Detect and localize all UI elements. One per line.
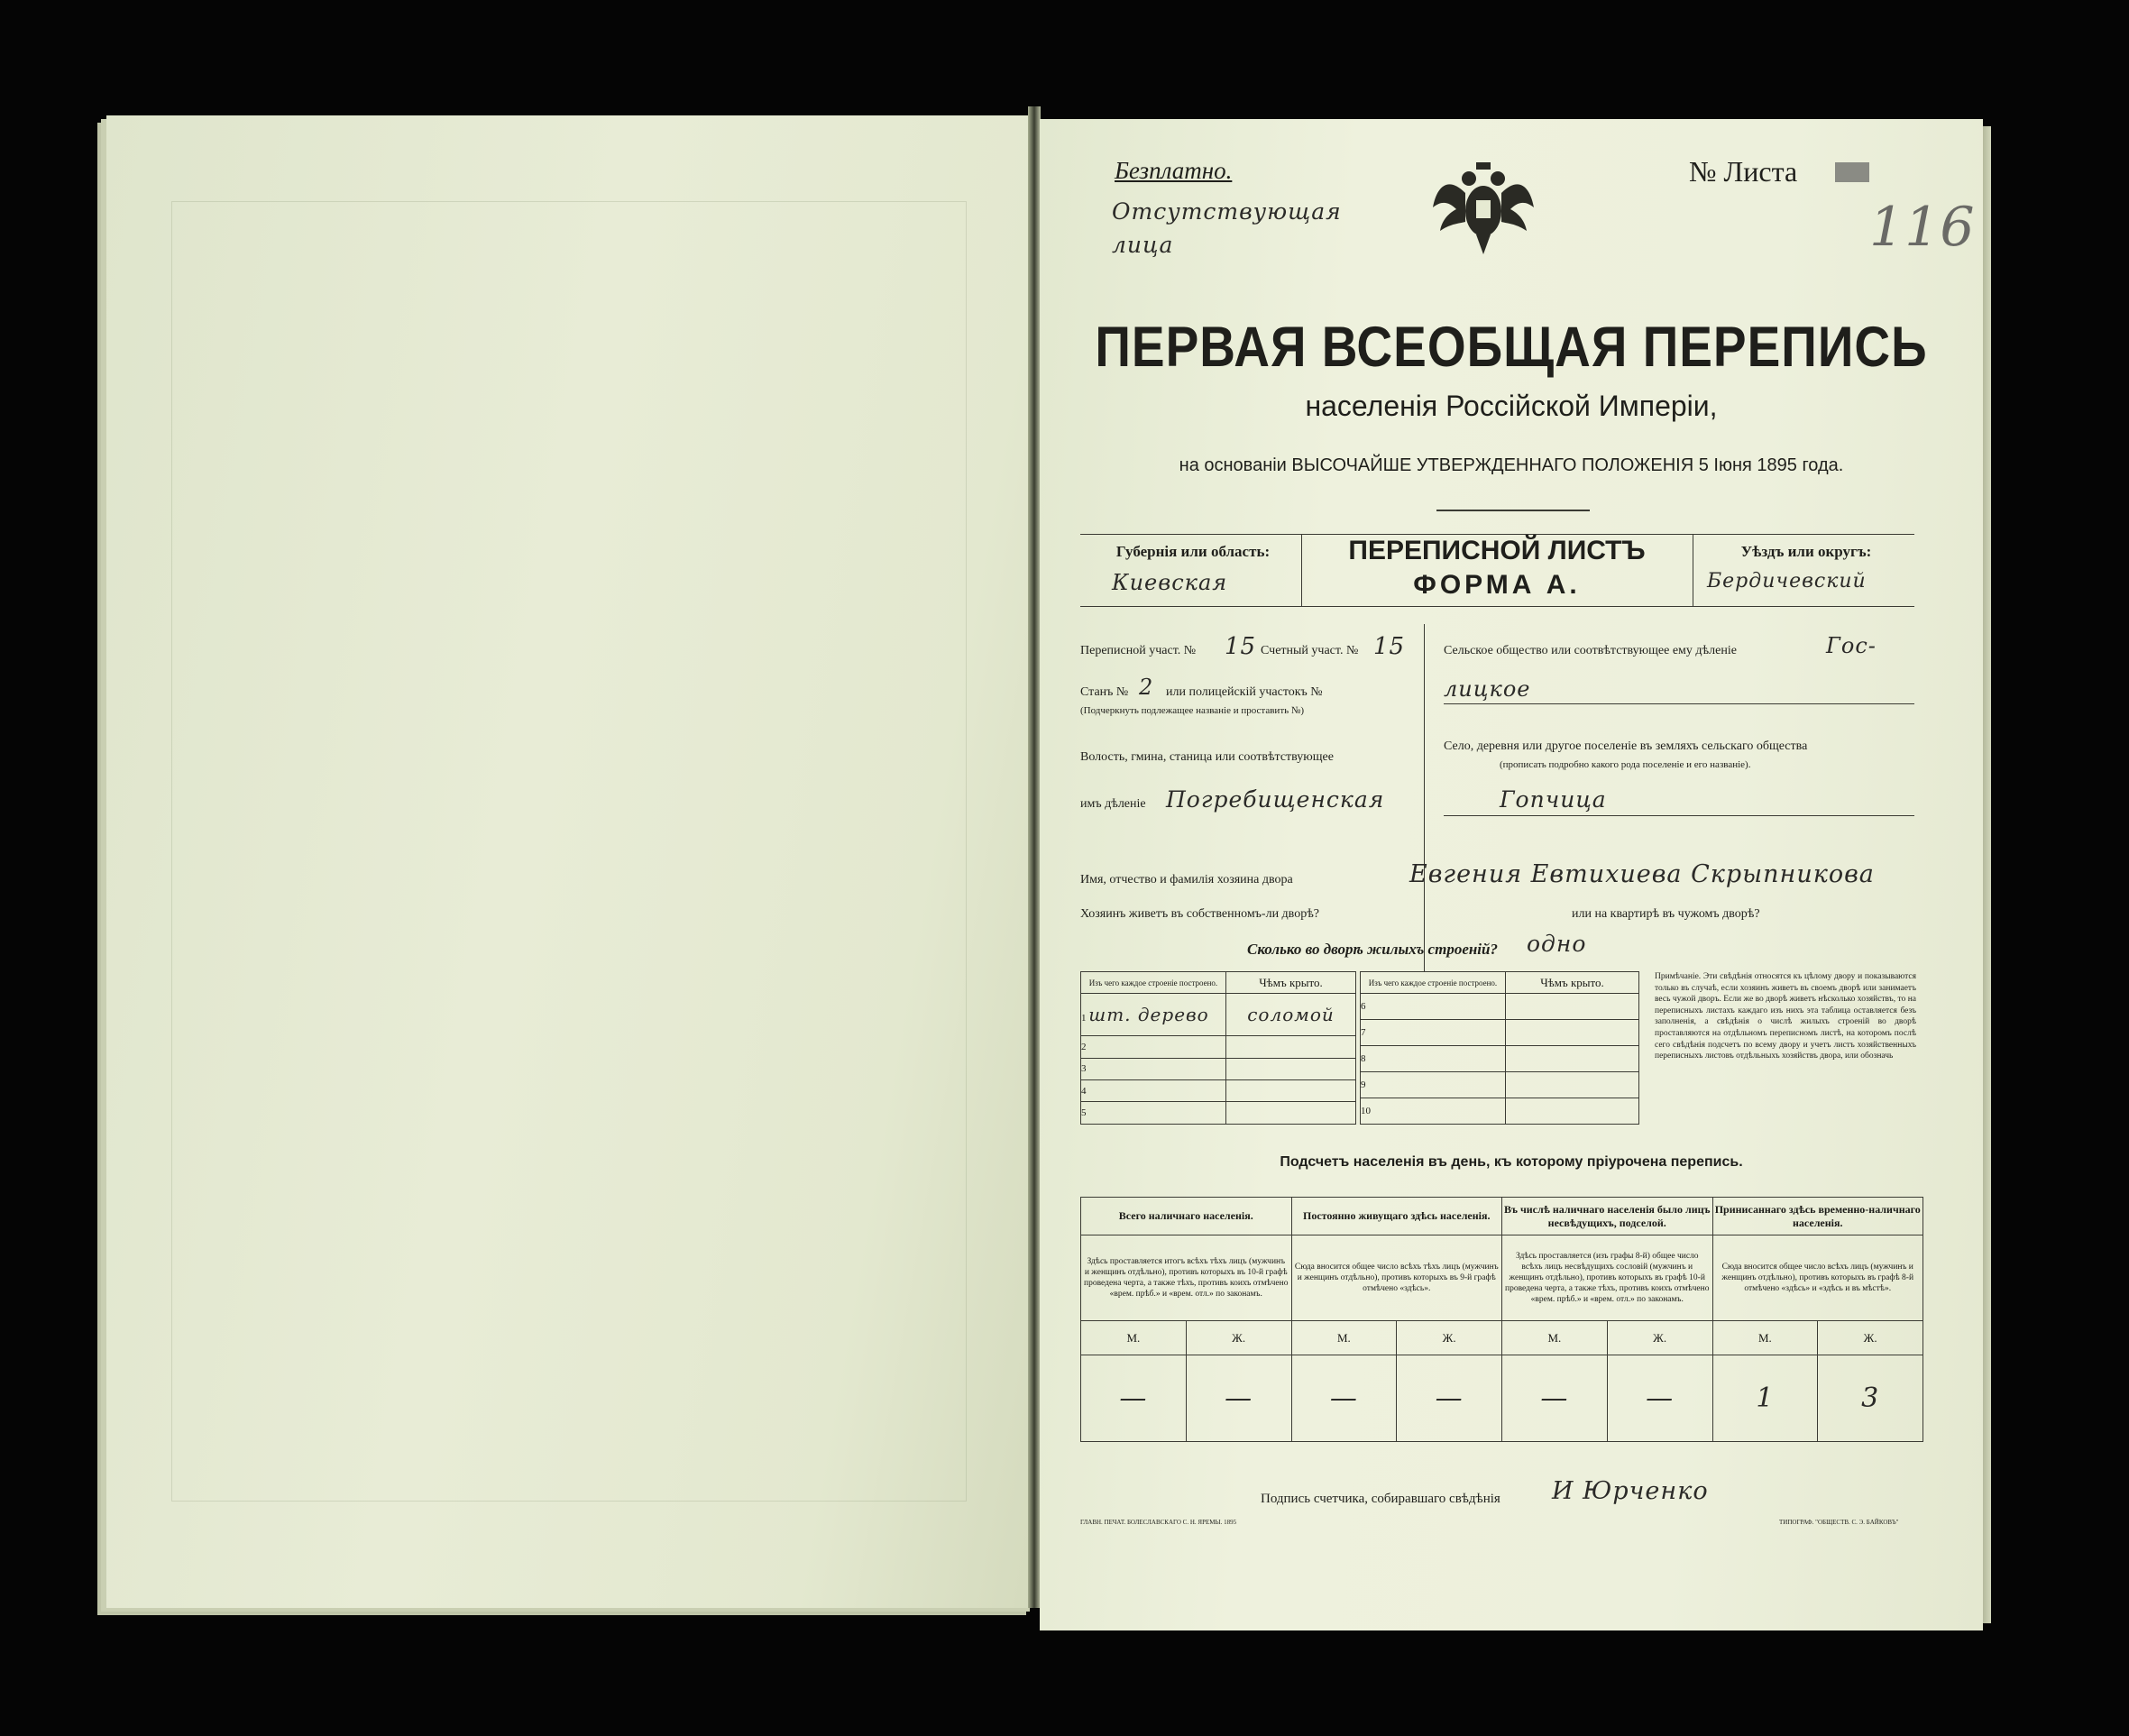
volost-label-line2: имъ дѣленіе [1080,797,1146,811]
col-male: М. [1291,1321,1397,1355]
summary-desc-temporary: Сюда вносится общее число всѣхъ лицъ (мужчинъ и женщинъ отдѣльно), противъ которыхъ въ графѣ 8-й отмѣчено «здѣсь» и «здѣсь и въ мѣстѣ». [1712,1235,1923,1321]
value-unresident-female: — [1607,1355,1712,1442]
row-number: 4 [1081,1080,1226,1102]
census-section-label: Переписной участ. № [1080,644,1197,657]
summary-header-total: Всего наличнаго населенія. [1081,1198,1292,1235]
village-label: Село, деревня или другое поселеніе въ земляхъ сельскаго общества [1444,739,1808,753]
value-permanent-female: — [1397,1355,1502,1442]
census-section-handwritten: 15 [1225,633,1257,660]
stan-label: Станъ № [1080,685,1129,699]
buildings-col-roof: Чѣмъ крыто. [1506,972,1639,994]
summary-desc-permanent: Сюда вносится общее число всѣхъ тѣхъ лицъ (мужчинъ и женщинъ отдѣльно), противъ которыхъ въ 9-й графѣ отмѣчено «здѣсь». [1291,1235,1502,1321]
signature-label: Подпись счетчика, собиравшаго свѣдѣнія [1261,1492,1500,1506]
fields-center-divider [1424,624,1425,971]
value-temporary-female: 3 [1818,1355,1923,1442]
stan-handwritten: 2 [1139,675,1154,700]
signature-handwritten: И Юрченко [1552,1477,1709,1505]
row-number: 8 [1361,1046,1506,1072]
village-handwritten: Гопчица [1500,786,1607,813]
sheet-number-blot [1835,162,1869,182]
left-blank-page [106,115,1035,1608]
province-label: Губернія или область: [1115,543,1271,560]
society-handwritten-1: Гос- [1826,633,1877,658]
value-total-male: — [1081,1355,1187,1442]
count-section-label: Счетный участ. № [1261,644,1359,657]
society-label: Сельское общество или соотвѣтствующее ему дѣленіе [1444,644,1737,657]
row-number: 1 [1081,1013,1087,1024]
census-form-page [1040,119,1983,1630]
legal-basis: на основаніи ВЫСОЧАЙШЕ УТВЕРЖДЕННАГО ПОЛОЖЕНІЯ 5 Іюня 1895 года. [1179,455,1844,475]
row-number: 5 [1081,1102,1226,1125]
summary-desc-unresident: Здѣсь проставляется (изъ графы 8-й) общее число всѣхъ лицъ несвѣдущихъ сословій (мужчинъ и женщинъ отдѣльно), противъ которыхъ въ графѣ 10-й проведена черта, а также тѣхъ, противъ коихъ отмѣчено «врем. прѣб.» и «врем. отл.» по законамъ. [1502,1235,1713,1321]
rent-label: или на квартирѣ въ чужомъ дворѣ? [1572,907,1760,921]
police-note: (Подчеркнуть подлежащее названіе и проставить №) [1080,705,1305,716]
summary-header-temporary: Принисаннаго здѣсь временно-наличнаго населенія. [1712,1198,1923,1235]
col-female: Ж. [1607,1321,1712,1355]
row-number: 3 [1081,1058,1226,1079]
row-number: 6 [1361,994,1506,1020]
summary-desc-total: Здѣсь проставляется итогъ всѣхъ тѣхъ лицъ (мужчинъ и женщинъ отдѣльно), противъ которыхъ въ 10-й графѣ проведена черта, а также тѣхъ, противъ коихъ отмѣчено «врем. прѣб.» и «врем. отл.» по законамъ. [1081,1235,1292,1321]
absent-note-handwritten-2: лица [1112,232,1174,258]
subtitle: населенія Россійской Имперіи, [1305,390,1718,422]
roof-handwritten: соломой [1226,994,1356,1036]
form-header-bottom-rule [1080,606,1914,607]
printer-mark-left: ГЛАВН. ПЕЧАТ. БОЛЕСЛАВСКАГО С. Н. ЯРЕМЫ. 1895 [1080,1519,1237,1526]
village-note: (прописать подробно какого рода поселеніе и его названіе). [1500,759,1751,770]
buildings-col-material: Изъ чего каждое строеніе построено. [1081,972,1226,994]
count-section-handwritten: 15 [1373,633,1406,660]
district-label: Уѣздъ или округъ: [1740,543,1872,560]
main-title: ПЕРВАЯ ВСЕОБЩАЯ ПЕРЕПИСЬ [1095,314,1928,379]
double-headed-eagle-emblem [1429,157,1537,258]
village-rule [1444,815,1914,816]
society-rule [1444,703,1914,704]
volost-handwritten: Погребищенская [1166,786,1385,813]
row-number: 7 [1361,1020,1506,1046]
summary-header-permanent: Постоянно живущаго здѣсь населенія. [1291,1198,1502,1235]
value-total-female: — [1186,1355,1291,1442]
col-female: Ж. [1186,1321,1291,1355]
police-label: или полицейскій участокъ № [1166,685,1323,699]
col-female: Ж. [1818,1321,1923,1355]
buildings-note: Примѣчаніе. Эти свѣдѣнія относятся къ цѣлому двору и показываются только въ случаѣ, если хозяинъ живетъ въ своемъ дворѣ или занимаетъ весь чужой дворъ. Если же во дворѣ живетъ нѣсколько хозяйствъ, то на переписныхъ листахъ каждаго изъ нихъ эта таблица оставляется безъ заполненія, а свѣдѣнія о числѣ жилыхъ строеній во дворѣ проставляются на отдѣльномъ переписномъ листѣ, на которомъ послѣ сего свѣдѣнія подсчетъ по всему двору и учетъ листъ хозяйственныхъ переписныхъ листовъ отдѣльныхъ хозяйствъ двора, или обозначь [1655,972,1916,1061]
summary-header-unresident: Въ числѣ наличнаго населенія было лицъ несвѣдущихъ, подселой. [1502,1198,1713,1235]
buildings-label: Сколько во дворѣ жилыхъ строеній? [1247,941,1498,958]
ornament-rule [1436,510,1590,511]
sheet-number-label: № Листа [1689,155,1798,188]
census-sheet-title: ПЕРЕПИСНОЙ ЛИСТЪ [1348,536,1646,565]
value-permanent-male: — [1291,1355,1397,1442]
society-handwritten-2: лицкое [1444,676,1531,702]
population-summary-table [1080,1197,1923,1442]
value-temporary-male: 1 [1712,1355,1818,1442]
row-number: 10 [1361,1098,1506,1125]
owner-label: Имя, отчество и фамилія хозяина двора [1080,873,1293,886]
col-female: Ж. [1397,1321,1502,1355]
bleed-through-lines [171,201,967,1502]
material-handwritten: шт. дерево [1088,1004,1209,1026]
buildings-table-right [1360,971,1639,1125]
absent-note-handwritten-1: Отсутствующая [1112,198,1342,225]
sheet-number-handwritten: 116 [1869,196,1976,259]
col-male: М. [1712,1321,1818,1355]
printer-mark-right: ТИПОГРАФ. "ОБЩЕСТВ. С. Э. БАЙКОВЪ" [1779,1519,1899,1526]
buildings-col-roof: Чѣмъ крыто. [1226,972,1356,994]
volost-label-line1: Волость, гмина, станица или соотвѣтствующее [1080,750,1334,764]
row-number: 9 [1361,1072,1506,1098]
form-a-label: ФОРМА А. [1413,570,1581,600]
buildings-table-left [1080,971,1356,1125]
col-male: М. [1081,1321,1187,1355]
value-unresident-male: — [1502,1355,1608,1442]
buildings-handwritten: одно [1527,931,1587,957]
own-yard-label: Хозяинъ живетъ въ собственномъ-ли дворѣ? [1080,907,1320,921]
buildings-col-material: Изъ чего каждое строеніе построено. [1361,972,1506,994]
summary-title: Подсчетъ населенія въ день, къ которому пріурочена перепись. [1280,1154,1743,1170]
col-male: М. [1502,1321,1608,1355]
province-handwritten: Киевская [1112,570,1228,595]
free-label: Безплатно. [1115,157,1233,184]
owner-handwritten: Евгения Евтихиева Скрыпникова [1409,860,1875,888]
book-gutter [1028,106,1041,1608]
row-number: 2 [1081,1036,1226,1058]
district-handwritten: Бердичевский [1707,570,1867,592]
form-header-top-rule [1080,534,1914,535]
